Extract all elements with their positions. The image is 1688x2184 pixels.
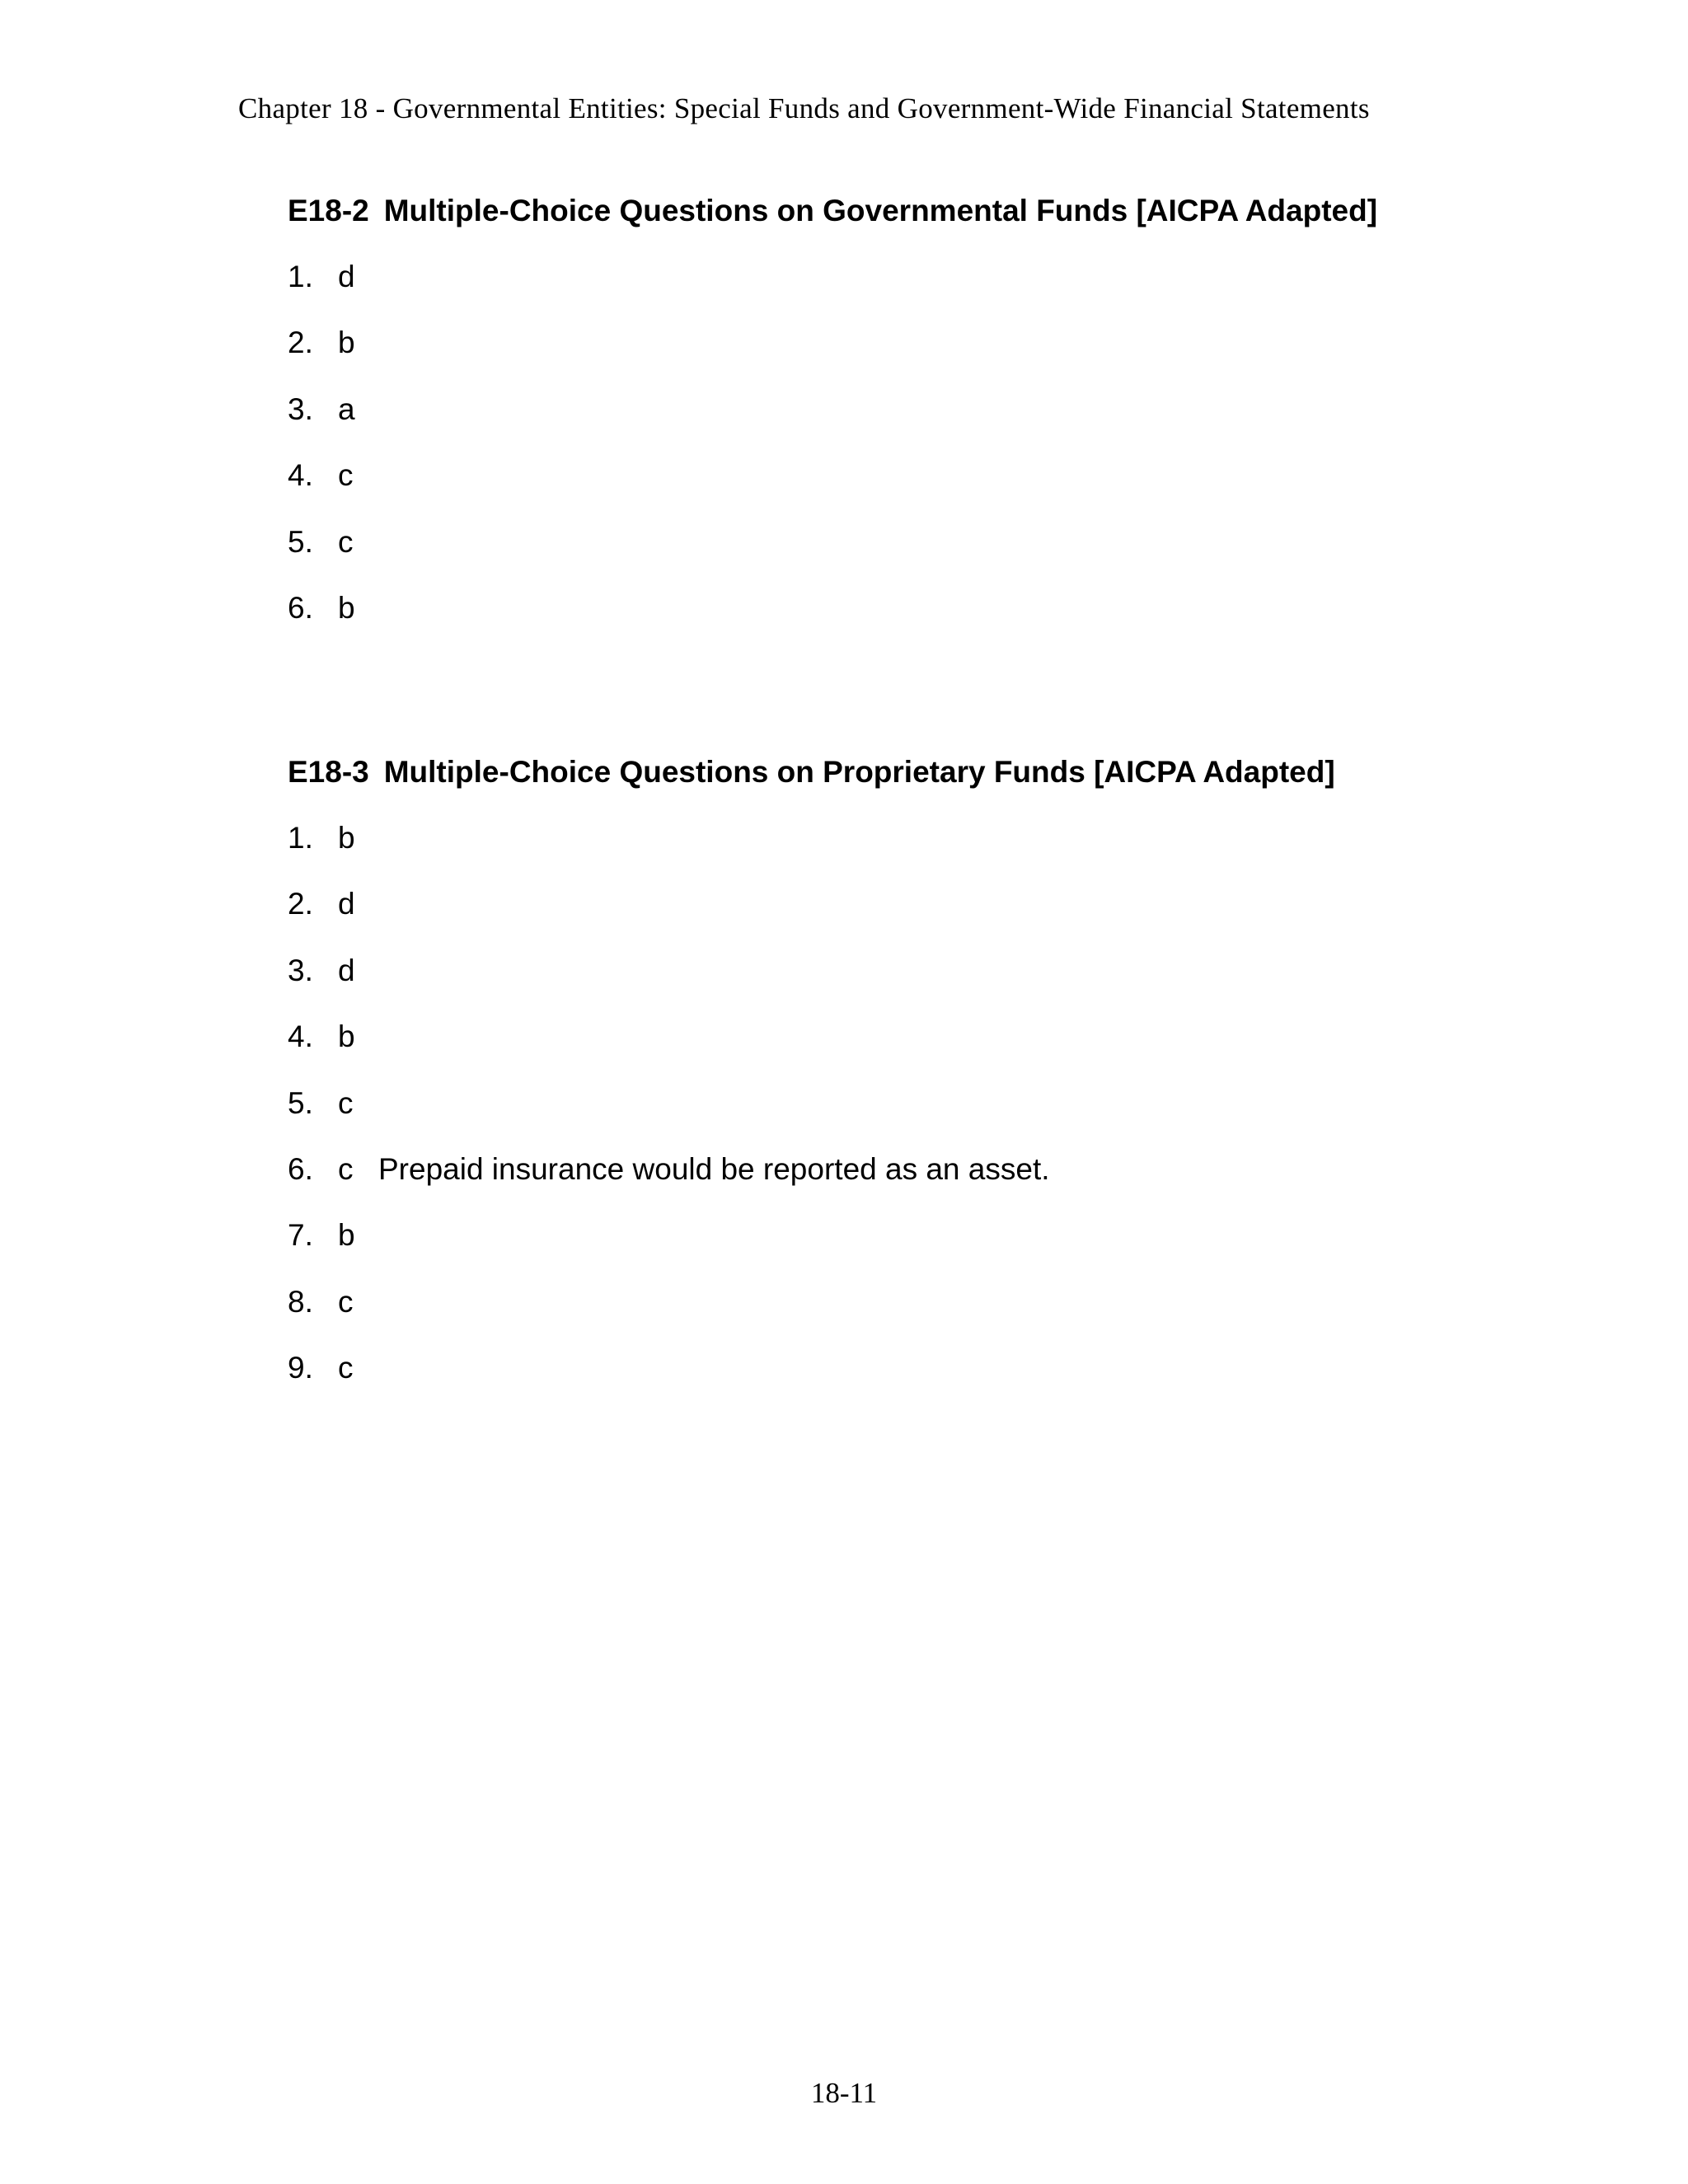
page-number: 18-11: [810, 2077, 878, 2109]
answer-item: [288, 1148, 1335, 1214]
answer-letter: b: [338, 1019, 355, 1054]
answer-letter: c: [338, 1351, 354, 1385]
answer-item: [288, 521, 1377, 587]
section-heading: [288, 751, 1335, 794]
question-number: 8.: [288, 1284, 313, 1319]
answer-item: [288, 321, 1377, 387]
answer-list: [288, 817, 1335, 1413]
question-number: 7.: [288, 1218, 313, 1253]
answer-letter: b: [338, 1218, 355, 1253]
section-heading: [288, 190, 1377, 232]
answer-item: [288, 1347, 1335, 1413]
answer-letter: a: [338, 391, 355, 426]
answer-explanation: Prepaid insurance would be reported as an asset.: [378, 1151, 1050, 1186]
answer-item: [288, 587, 1377, 653]
answer-letter: b: [338, 821, 355, 855]
question-number: 2.: [288, 887, 313, 921]
answer-item: [288, 1281, 1335, 1347]
answer-letter: d: [338, 260, 355, 293]
question-number: 9.: [288, 1351, 313, 1385]
answer-item: [288, 454, 1377, 520]
section-title: Multiple-Choice Questions on Proprietary Funds [AICPA Adapted]: [383, 755, 1335, 789]
question-number: 4.: [288, 458, 313, 493]
answer-item: [288, 255, 1377, 321]
answer-item: [288, 388, 1377, 454]
answer-letter: c: [338, 1085, 354, 1120]
question-number: 3.: [288, 391, 313, 426]
question-number: 1.: [288, 260, 313, 293]
running-header: Chapter 18 - Governmental Entities: Special Funds and Government-Wide Financial Statements: [238, 92, 1370, 124]
answer-letter: d: [338, 953, 355, 987]
answer-letter: b: [338, 326, 355, 360]
question-number: 4.: [288, 1019, 313, 1054]
question-number: 2.: [288, 326, 313, 360]
answer-item: [288, 1015, 1335, 1081]
answer-item: [288, 1082, 1335, 1148]
section-number: E18-2: [288, 194, 369, 227]
question-number: 5.: [288, 1085, 313, 1120]
question-number: 6.: [288, 590, 313, 625]
answer-list: [288, 255, 1377, 653]
answer-item: [288, 883, 1335, 949]
question-number: 6.: [288, 1151, 313, 1186]
answer-letter: b: [338, 590, 355, 625]
section-e18-2: [288, 190, 1377, 653]
answer-item: [288, 817, 1335, 883]
answer-letter: c: [338, 1284, 354, 1319]
section-e18-3: [288, 751, 1335, 1413]
answer-item: [288, 1214, 1335, 1280]
answer-letter: d: [338, 887, 355, 921]
answer-letter: c: [338, 524, 354, 559]
answer-item: [288, 949, 1335, 1015]
answer-letter: c: [338, 458, 354, 493]
section-title: Multiple-Choice Questions on Governmental Funds [AICPA Adapted]: [383, 194, 1378, 227]
question-number: 1.: [288, 821, 313, 855]
question-number: 5.: [288, 524, 313, 559]
answer-letter: c: [338, 1151, 354, 1186]
section-number: E18-3: [288, 755, 369, 789]
question-number: 3.: [288, 953, 313, 987]
